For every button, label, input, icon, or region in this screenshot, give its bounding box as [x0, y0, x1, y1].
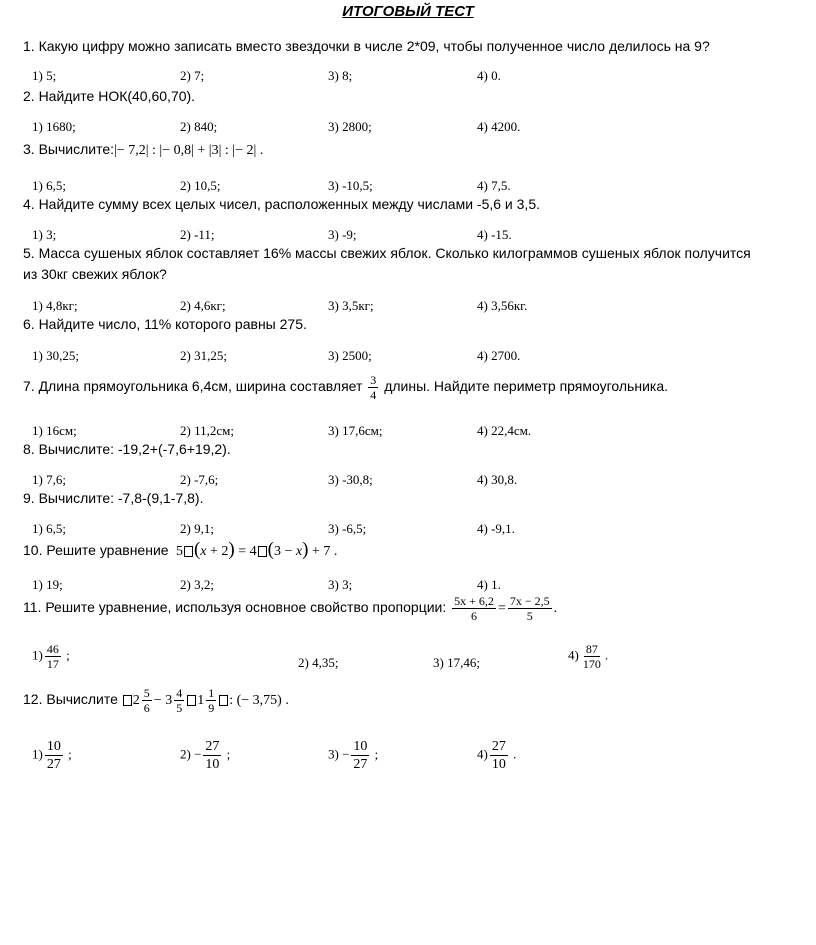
fraction-denominator: 170 [582, 657, 601, 671]
answer-10-1[interactable]: 1) 19; [32, 577, 63, 592]
answer-12-1-label: 1) [32, 746, 43, 762]
answer-11-1[interactable]: 1) $\frac{46}{17}$ ; [32, 642, 70, 671]
question-7-text-after: длины. Найдите периметр прямоугольника. [384, 378, 669, 394]
fraction-denominator: 27 [46, 757, 61, 772]
answer-12-2-label: 2) − [180, 746, 202, 762]
question-6: 6. Найдите число, 11% которого равны 275. [23, 316, 307, 332]
answer-8-2[interactable]: 2) -7,6; [180, 472, 219, 487]
answer-11-1-fraction [45, 642, 61, 671]
answer-5-2[interactable]: 2) 4,6кг; [180, 298, 226, 313]
answer-12-1[interactable]: 1) $\frac{10}{27}$ ; [32, 739, 72, 772]
lhs-fraction [452, 594, 496, 623]
fraction-numerator: 27 [205, 739, 220, 754]
answer-2-4[interactable]: 4) 4200. [477, 119, 521, 134]
answer-7-3[interactable]: 3) 17,6см; [328, 423, 383, 438]
question-2: 2. Найдите НОК(40,60,70). [23, 88, 196, 104]
answer-4-3[interactable]: 3) -9; [328, 227, 357, 242]
answer-12-4-fraction [490, 738, 508, 773]
answer-7-1[interactable]: 1) 16см; [32, 423, 77, 438]
answer-2-2[interactable]: 2) 840; [180, 119, 218, 134]
page-title: ИТОГОВЫЙ ТЕСТ [342, 3, 474, 20]
answer-12-2[interactable]: 2) − $\frac{27}{10}$ ; [180, 739, 231, 772]
question-12-expression: 2 $\frac{5}{6}$ − 3 $\frac{4}{5}$ 1 $\frac{1}{9}$ : (− 3,75) . [122, 693, 289, 708]
answer-6-4[interactable]: 4) 2700. [477, 348, 521, 363]
question-9: 9. Вычислите: -7,8-(9,1-7,8). [23, 490, 204, 506]
answer-11-1-label: 1) [32, 647, 43, 663]
fraction-numerator: 87 [585, 642, 598, 656]
answer-11-3[interactable]: 3) 17,46; [433, 655, 480, 670]
answer-10-3[interactable]: 3) 3; [328, 577, 353, 592]
fraction-denominator: 10 [205, 757, 220, 772]
answer-4-4[interactable]: 4) -15. [477, 227, 512, 242]
answer-1-1[interactable]: 1) 5; [32, 68, 57, 83]
answer-6-1[interactable]: 1) 30,25; [32, 348, 79, 363]
question-1: 1. Какую цифру можно записать вместо звездочки в числе 2*09, чтобы полученное число делилось на 9? [23, 38, 710, 54]
question-10-text: 10. Решите уравнение [23, 542, 169, 558]
question-12 [23, 684, 289, 716]
answer-2-3[interactable]: 3) 2800; [328, 119, 372, 134]
rhs-fraction [508, 594, 552, 623]
question-7-text: 7. Длина прямоугольника 6,4см, ширина составляет [23, 378, 363, 394]
answer-8-1[interactable]: 1) 7,6; [32, 472, 66, 487]
answer-9-1[interactable]: 1) 6,5; [32, 521, 66, 536]
fraction-denominator: 10 [491, 757, 506, 772]
question-5: 5. Масса сушеных яблок составляет 16% массы свежих яблок. Сколько килограммов сушеных яблок получится [23, 245, 751, 261]
answer-11-4-label: 4) [568, 647, 579, 663]
answer-1-2[interactable]: 2) 7; [180, 68, 205, 83]
question-3-text: 3. Вычислите: [23, 141, 114, 157]
fraction-numerator: 10 [46, 739, 61, 754]
fraction-denominator: 17 [46, 657, 59, 671]
fraction-denominator: 27 [353, 757, 368, 772]
fraction-numerator: 3 [370, 372, 377, 387]
lhs-denominator: 6 [471, 608, 478, 623]
question-12-text: 12. Вычислите [23, 691, 118, 707]
rhs-numerator: 7x − 2,5 [509, 593, 550, 608]
answer-10-4[interactable]: 4) 1. [477, 577, 501, 592]
lhs-numerator: 5x + 6,2 [454, 593, 494, 608]
question-10-equation: 5 (x + 2) = 4 (3 − x) + 7 . [172, 539, 338, 560]
answer-3-2[interactable]: 2) 10,5; [180, 178, 221, 193]
answer-9-4[interactable]: 4) -9,1. [477, 521, 515, 536]
answer-12-3[interactable]: 3) − $\frac{10}{27}$ ; [328, 739, 379, 772]
answer-6-3[interactable]: 3) 2500; [328, 348, 372, 363]
answer-7-2[interactable]: 2) 11,2см; [180, 423, 234, 438]
answer-3-1[interactable]: 1) 6,5; [32, 178, 66, 193]
fraction-numerator: 46 [46, 642, 59, 656]
fraction-denominator: 4 [370, 387, 377, 402]
answer-12-4[interactable]: 4) $\frac{27}{10}$ . [477, 739, 517, 772]
answer-7-4[interactable]: 4) 22,4см. [477, 423, 532, 438]
answer-6-2[interactable]: 2) 31,25; [180, 348, 227, 363]
question-7-fraction [368, 373, 378, 402]
question-11: 11. Решите уравнение, используя основное свойство пропорции: $\frac{5x + 6,2}{6}$ = $\frac{7x - 2,5}{5}$ . [23, 593, 558, 623]
fraction-numerator: 10 [353, 739, 368, 754]
question-7 [23, 366, 668, 406]
answer-1-3[interactable]: 3) 8; [328, 68, 353, 83]
answer-2-1[interactable]: 1) 1680; [32, 119, 76, 134]
answer-11-2[interactable]: 2) 4,35; [298, 655, 339, 670]
fraction-numerator: 27 [491, 739, 506, 754]
question-5-continued: из 30кг свежих яблок? [23, 266, 167, 282]
answer-4-2[interactable]: 2) -11; [180, 227, 215, 242]
question-3-expression: |− 7,2| : |− 0,8| + |3| : |− 2| . [114, 143, 264, 158]
answer-12-2-fraction [203, 738, 221, 773]
answer-12-1-fraction [45, 738, 63, 773]
question-4: 4. Найдите сумму всех целых чисел, расположенных между числами -5,6 и 3,5. [23, 196, 540, 212]
answer-5-3[interactable]: 3) 3,5кг; [328, 298, 374, 313]
rhs-denominator: 5 [526, 608, 533, 623]
answer-5-4[interactable]: 4) 3,56кг. [477, 298, 528, 313]
answer-12-4-label: 4) [477, 746, 488, 762]
answer-8-3[interactable]: 3) -30,8; [328, 472, 373, 487]
question-8: 8. Вычислите: -19,2+(-7,6+19,2). [23, 441, 231, 457]
answer-3-3[interactable]: 3) -10,5; [328, 178, 373, 193]
answer-4-1[interactable]: 1) 3; [32, 227, 57, 242]
question-10 [23, 537, 337, 565]
answer-12-3-fraction [351, 738, 369, 773]
question-3 [23, 139, 263, 161]
answer-11-4-fraction [581, 642, 603, 671]
answer-12-3-label: 3) − [328, 746, 350, 762]
answer-9-3[interactable]: 3) -6,5; [328, 521, 367, 536]
answer-3-4[interactable]: 4) 7,5. [477, 178, 511, 193]
answer-10-2[interactable]: 2) 3,2; [180, 577, 214, 592]
answer-11-4[interactable]: 4) $\frac{87}{170}$ . [568, 642, 609, 671]
question-11-text: 11. Решите уравнение, используя основное свойство пропорции: [23, 599, 447, 615]
answer-5-1[interactable]: 1) 4,8кг; [32, 298, 78, 313]
answer-9-2[interactable]: 2) 9,1; [180, 521, 214, 536]
answer-1-4[interactable]: 4) 0. [477, 68, 501, 83]
answer-8-4[interactable]: 4) 30,8. [477, 472, 518, 487]
